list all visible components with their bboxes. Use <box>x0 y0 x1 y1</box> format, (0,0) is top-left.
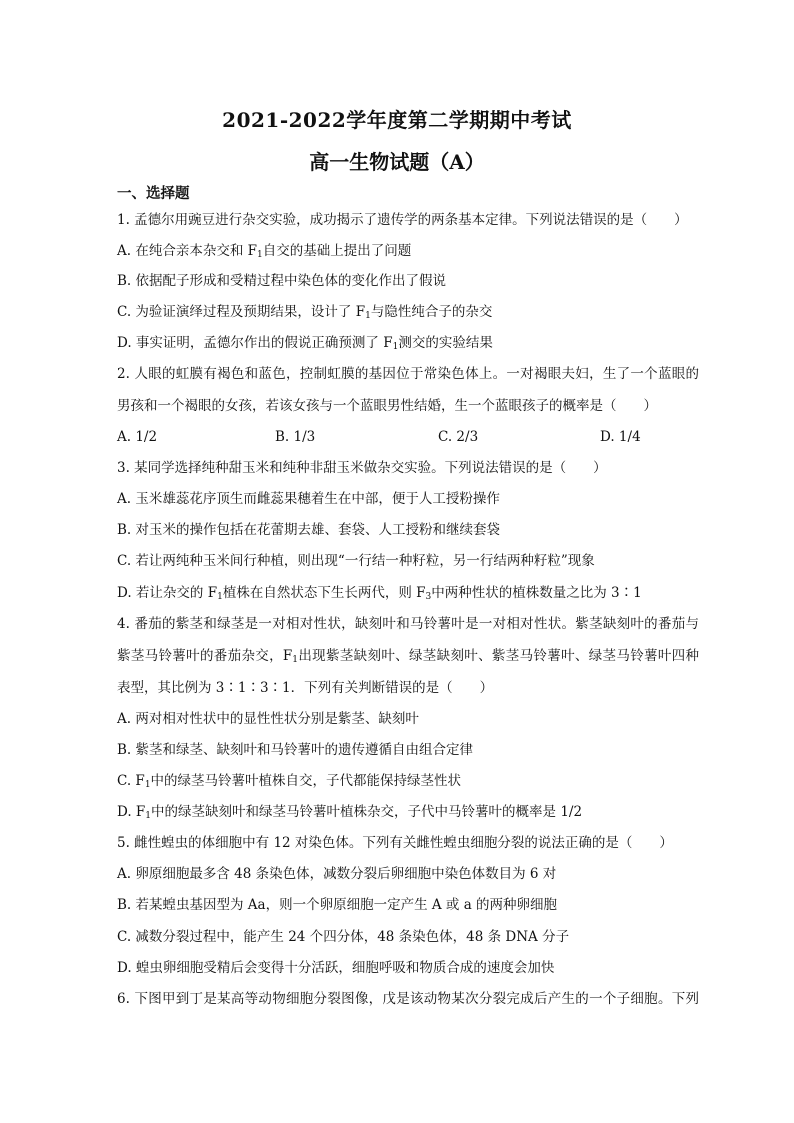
question-3-option-b: B. 对玉米的操作包括在花蕾期去雄、套袋、人工授粉和继续套袋 <box>117 522 501 538</box>
question-2-option-c: C. 2/3 <box>438 429 479 445</box>
question-5-option-d: D. 蝗虫卵细胞受精后会变得十分活跃，细胞呼吸和物质合成的速度会加快 <box>117 960 555 976</box>
question-1-stem: 1. 孟德尔用豌豆进行杂交实验，成功揭示了遗传学的两条基本定律。下列说法错误的是（ ） <box>117 212 688 228</box>
question-1-option-a: A. 在纯合亲本杂交和 $F_1$自交的基础上提出了问题 <box>117 243 412 260</box>
question-5-option-c: C. 减数分裂过程中，能产生 24 个四分体，48 条染色体，48 条 DNA 分子 <box>117 929 570 945</box>
question-3-stem: 3. 某同学选择纯种甜玉米和纯种非甜玉米做杂交实验。下列说法错误的是（ ） <box>117 460 607 476</box>
question-4-option-c: C. $F_1$中的绿茎马铃薯叶植株自交，子代都能保持绿茎性状 <box>117 773 462 790</box>
question-2-stem-line-1: 2. 人眼的虹膜有褐色和蓝色，控制虹膜的基因位于常染色体上。一对褐眼夫妇，生了一个蓝眼的 <box>117 366 699 382</box>
question-1-option-c: C. 为验证演绎过程及预期结果，设计了 $F_1$与隐性纯合子的杂交 <box>117 304 493 321</box>
question-4-option-a: A. 两对相对性状中的显性性状分别是紫茎、缺刻叶 <box>117 711 419 727</box>
question-2-option-a: A. 1/2 <box>117 429 158 445</box>
question-3-option-c: C. 若让两纯种玉米间行种植，则出现“一行结一种籽粒，另一行结两种籽粒”现象 <box>117 553 595 569</box>
question-4-option-d: D. $F_1$中的绿茎缺刻叶和绿茎马铃薯叶植株杂交，子代中马铃薯叶的概率是 1/2 <box>117 804 583 821</box>
exam-title: 2021-2022学年度第二学期期中考试 <box>222 108 572 132</box>
question-5-option-b: B. 若某蝗虫基因型为 Aa，则一个卵原细胞一定产生 A 或 a 的两种卵细胞 <box>117 897 558 913</box>
section-heading: 一、选择题 <box>117 185 190 202</box>
question-5-option-a: A. 卵原细胞最多含 48 条染色体，减数分裂后卵细胞中染色体数目为 6 对 <box>117 866 557 882</box>
question-5-stem: 5. 雌性蝗虫的体细胞中有 12 对染色体。下列有关雌性蝗虫细胞分裂的说法正确的是（ ） <box>117 835 673 851</box>
question-6-stem: 6. 下图甲到丁是某高等动物细胞分裂图像，戊是该动物某次分裂完成后产生的一个子细胞。下列 <box>117 991 699 1007</box>
question-1-option-d: D. 事实证明，孟德尔作出的假说正确预测了 $F_1$测交的实验结果 <box>117 335 493 352</box>
question-3-option-a: A. 玉米雄蕊花序顶生而雌蕊果穗着生在中部，便于人工授粉操作 <box>117 491 500 507</box>
question-4-option-b: B. 紫茎和绿茎、缺刻叶和马铃薯叶的遗传遵循自由组合定律 <box>117 742 474 758</box>
question-1-option-b: B. 依据配子形成和受精过程中染色体的变化作出了假说 <box>117 273 447 289</box>
question-4-stem-line-3: 表型，其比例为 3∶1∶3∶1．下列有关判断错误的是（ ） <box>117 680 494 696</box>
question-2-option-b: B. 1/3 <box>275 429 316 445</box>
question-2-stem-line-2: 男孩和一个褐眼的女孩，若该女孩与一个蓝眼男性结婚，生一个蓝眼孩子的概率是（ ） <box>117 398 657 414</box>
exam-subtitle: 高一生物试题（A） <box>309 150 485 174</box>
question-4-stem-line-1: 4. 番茄的紫茎和绿茎是一对相对性状，缺刻叶和马铃薯叶是一对相对性状。紫茎缺刻叶的番茄与 <box>117 616 699 632</box>
question-3-option-d: D. 若让杂交的 $F_1$植株在自然状态下生长两代，则 $F_3$中两种性状的植株数量之比为 3∶1 <box>117 585 642 602</box>
question-4-stem-line-2: 紫茎马铃薯叶的番茄杂交，$F_1$出现紫茎缺刻叶、绿茎缺刻叶、紫茎马铃薯叶、绿茎马铃薯叶四种 <box>117 648 700 665</box>
question-2-option-d: D. 1/4 <box>600 429 641 445</box>
